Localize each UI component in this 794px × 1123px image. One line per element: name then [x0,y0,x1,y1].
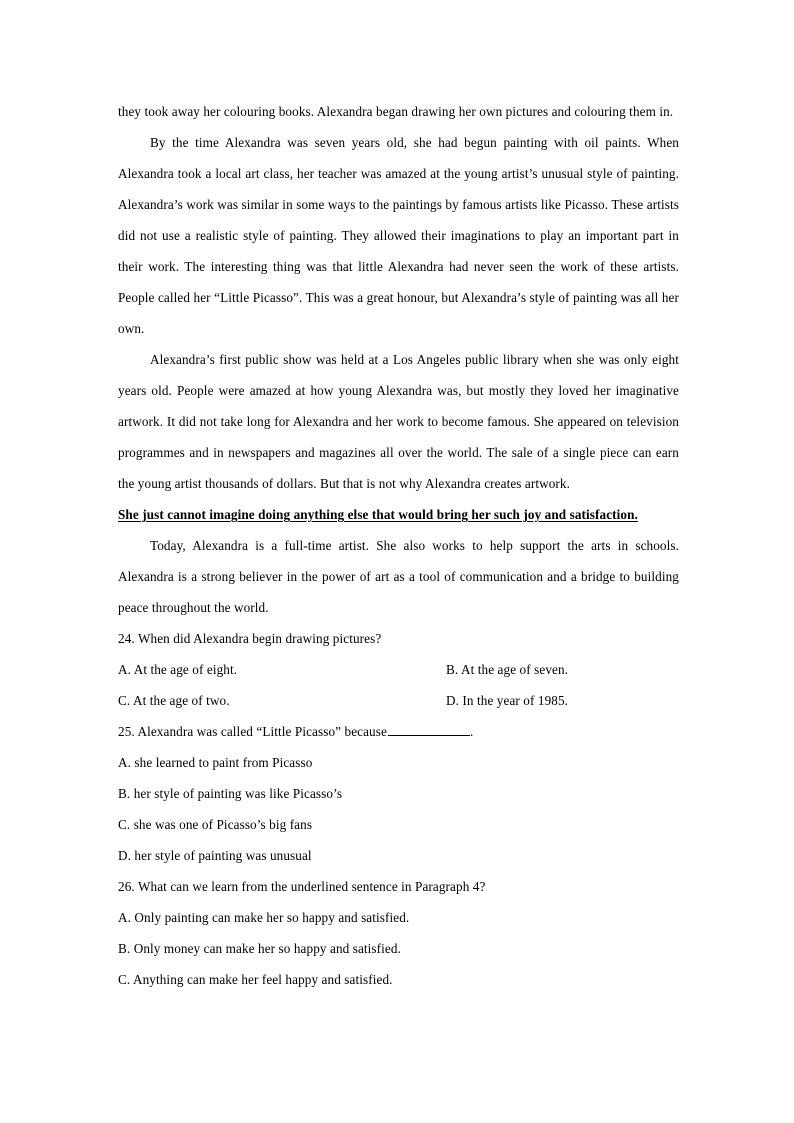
answer-blank[interactable] [388,724,470,736]
question-26-text: What can we learn from the underlined sentence in Paragraph 4? [137,879,486,894]
paragraph-underlined [118,499,679,530]
paragraph-continuation: they took away her colouring books. Alexandra began drawing her own pictures and colouring them in. [118,104,674,119]
option-26-c[interactable]: C. Anything can make her feel happy and satisfied. [118,972,393,987]
option-24-c[interactable]: C. At the age of two. [118,693,230,708]
question-24-number: 24. [118,631,135,646]
option-26-b[interactable]: B. Only money can make her so happy and satisfied. [118,941,401,956]
option-26-a[interactable]: A. Only painting can make her so happy and satisfied. [118,910,410,925]
option-25-c[interactable]: C. she was one of Picasso’s big fans [118,817,313,832]
question-24-text: When did Alexandra begin drawing pictures? [137,631,382,646]
underlined-sentence: She just cannot imagine doing anything else that would bring her such joy and satisfaction. [118,507,638,522]
option-24-b[interactable]: B. At the age of seven. [446,662,569,677]
question-26-stem [118,871,679,902]
option-24-a[interactable]: A. At the age of eight. [118,662,238,677]
question-25-options [118,747,679,871]
question-24-stem [118,623,679,654]
question-25-text-end: . [469,724,474,739]
page-content [118,96,679,995]
question-25-text: Alexandra was called “Little Picasso” because [137,724,387,739]
question-25-number: 25. [118,724,135,739]
paragraph-today: Today, Alexandra is a full-time artist. She also works to help support the arts in schools. Alexandra is a strong believer in the power of art as a tool of communication and a bridge to building peace throughout the world. [118,538,679,615]
question-26-options [118,902,679,995]
option-24-d[interactable]: D. In the year of 1985. [446,693,569,708]
option-25-d[interactable]: D. her style of painting was unusual [118,848,312,863]
option-25-a[interactable]: A. she learned to paint from Picasso [118,755,313,770]
option-25-b[interactable]: B. her style of painting was like Picasso’s [118,786,343,801]
paragraph-seven-years-old: By the time Alexandra was seven years old, she had begun painting with oil paints. When Alexandra took a local art class, her teacher was amazed at the young artist’s unusual style of painting. Alexandra’s work was similar in some ways to the paintings by famous artists like Picasso. These artists did not use a realistic style of painting. They allowed their imaginations to play an important part in their work. The interesting thing was that little Alexandra had never seen the work of these artists. People called her “Little Picasso”. This was a great honour, but Alexandra’s style of painting was all her own. [118,135,679,336]
paragraph-first-public-show: Alexandra’s first public show was held at a Los Angeles public library when she was only eight years old. People were amazed at how young Alexandra was, but mostly they loved her imaginative artwork. It did not take long for Alexandra and her work to become famous. She appeared on television programmes and in newspapers and magazines all over the world. The sale of a single piece can earn the young artist thousands of dollars. But that is not why Alexandra creates artwork. [118,352,679,491]
question-24-options [118,654,679,716]
question-25-stem [118,716,679,747]
question-26-number: 26. [118,879,135,894]
